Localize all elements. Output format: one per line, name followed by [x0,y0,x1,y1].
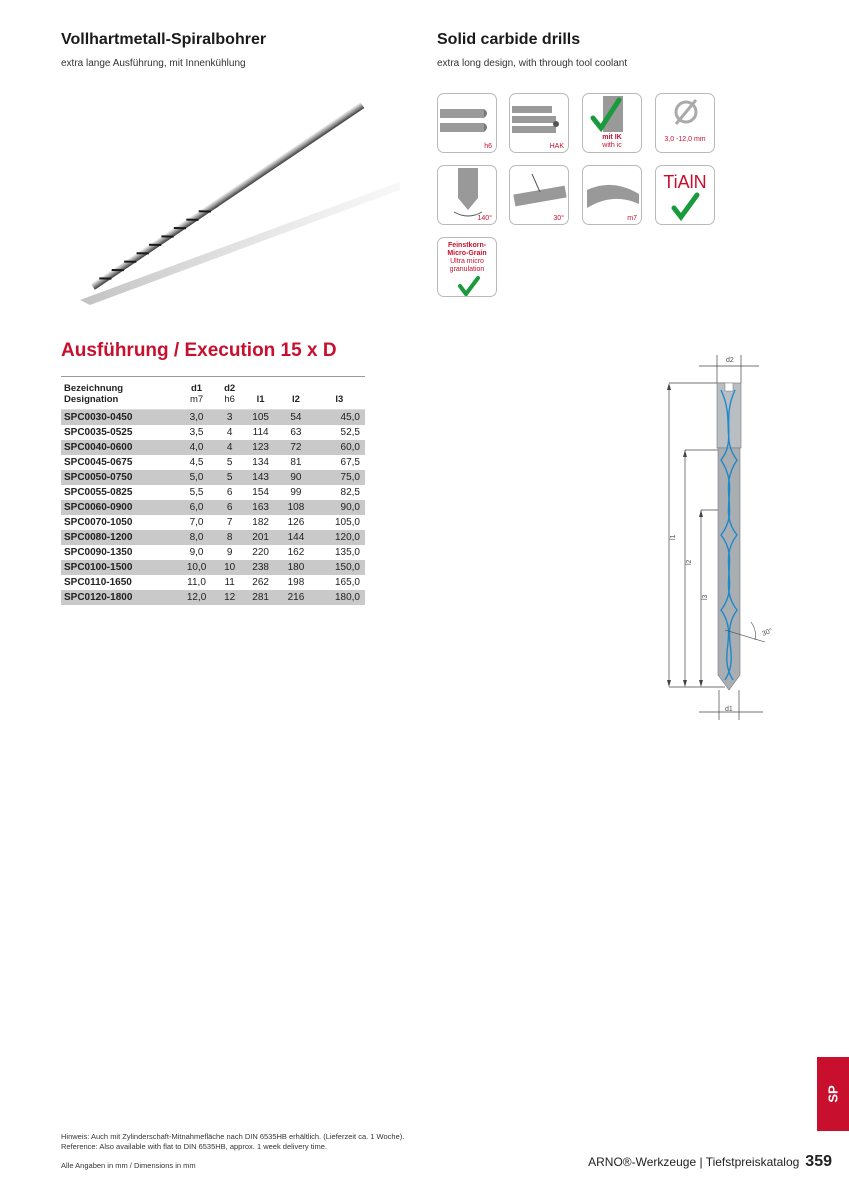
cell-d2: 7 [216,515,243,530]
cell-l1: 105 [243,410,278,426]
point-angle-icon [437,165,497,225]
cell-des: SPC0055-0825 [61,485,177,500]
table-row [61,500,365,515]
table-row [61,440,365,455]
drawing-l1-label: l1 [670,534,677,540]
l1-header: l1 [243,377,278,410]
drill-technical-drawing [655,350,775,720]
cell-des: SPC0100-1500 [61,560,177,575]
page-number: 359 [805,1153,832,1170]
cell-l2: 108 [278,500,313,515]
subtitle-german: extra lange Ausführung, mit Innenkühlung [61,58,246,69]
cell-d1: 3,5 [177,425,217,440]
coating-icon [655,165,715,225]
note-english: Reference: Also available with flat to DIN 6535HB, approx. 1 week delivery time. [61,1142,327,1151]
cell-l1: 134 [243,455,278,470]
table-header [61,377,365,410]
cell-l2: 54 [278,410,313,426]
cell-l2: 72 [278,440,313,455]
shank-hak-icon [509,93,569,153]
cell-d1: 8,0 [177,530,217,545]
spec-table [61,376,365,605]
cell-l2: 198 [278,575,313,590]
title-english: Solid carbide drills [437,31,581,48]
table-row [61,545,365,560]
drawing-l3-label: l3 [702,594,709,600]
cell-l3: 135,0 [314,545,365,560]
cell-l2: 144 [278,530,313,545]
table-row [61,425,365,440]
cell-d2: 5 [216,470,243,485]
cell-d1: 4,5 [177,455,217,470]
cell-l3: 90,0 [314,500,365,515]
cell-l2: 162 [278,545,313,560]
table-row [61,560,365,575]
title-german: Vollhartmetall-Spiralbohrer [61,31,267,48]
internal-coolant-icon [582,93,642,153]
internal-coolant-label: mit IK with ic [602,134,622,149]
drill-product-image [60,95,400,305]
cell-l2: 126 [278,515,313,530]
drawing-angle-label: 30° [761,627,774,638]
d2-header: d2 h6 [216,377,243,410]
cell-l2: 81 [278,455,313,470]
page-footer [588,1153,832,1171]
table-row [61,530,365,545]
table-row [61,470,365,485]
cell-l1: 182 [243,515,278,530]
cell-d2: 9 [216,545,243,560]
cell-l3: 82,5 [314,485,365,500]
cell-des: SPC0060-0900 [61,500,177,515]
cell-d1: 10,0 [177,560,217,575]
cell-d1: 5,5 [177,485,217,500]
cell-l1: 114 [243,425,278,440]
cell-l1: 143 [243,470,278,485]
cell-d1: 11,0 [177,575,217,590]
cell-l2: 216 [278,590,313,605]
table-row [61,515,365,530]
cell-d2: 12 [216,590,243,605]
table-row [61,410,365,426]
cell-des: SPC0070-1050 [61,515,177,530]
cell-l2: 99 [278,485,313,500]
cell-des: SPC0040-0600 [61,440,177,455]
micro-grain-icon [437,237,497,297]
cell-des: SPC0080-1200 [61,530,177,545]
cell-des: SPC0045-0675 [61,455,177,470]
note-german: Hinweis: Auch mit Zylinderschaft-Mitnahmefläche nach DIN 6535HB erhältlich. (Lieferzeit ca. 1 Woche). [61,1132,405,1141]
cell-l1: 262 [243,575,278,590]
designation-header: Bezeichnung Designation [61,377,177,410]
cell-d2: 8 [216,530,243,545]
drawing-d2-label: d2 [726,357,734,364]
cell-l3: 150,0 [314,560,365,575]
cell-l3: 67,5 [314,455,365,470]
tolerance-m7-label: m7 [627,215,637,222]
table-row [61,485,365,500]
cell-l1: 220 [243,545,278,560]
section-title: Ausführung / Execution 15 x D [61,340,337,361]
helix-angle-icon [509,165,569,225]
cell-l3: 105,0 [314,515,365,530]
cell-l3: 120,0 [314,530,365,545]
cell-des: SPC0110-1650 [61,575,177,590]
d1-header: d1 m7 [177,377,217,410]
cell-d1: 9,0 [177,545,217,560]
footer-brand: ARNO®-Werkzeuge | Tiefstpreiskatalog [588,1155,800,1169]
cell-d1: 6,0 [177,500,217,515]
cell-l2: 90 [278,470,313,485]
cell-l1: 154 [243,485,278,500]
cell-d1: 3,0 [177,410,217,426]
cell-d1: 4,0 [177,440,217,455]
cell-l3: 180,0 [314,590,365,605]
cell-d2: 5 [216,455,243,470]
drawing-l2-label: l2 [686,559,693,565]
cell-l3: 75,0 [314,470,365,485]
cell-des: SPC0035-0525 [61,425,177,440]
cell-l1: 123 [243,440,278,455]
cell-l2: 180 [278,560,313,575]
cell-d2: 3 [216,410,243,426]
subtitle-english: extra long design, with through tool coolant [437,58,628,69]
shank-h6-label: h6 [484,143,492,150]
cell-l2: 63 [278,425,313,440]
l3-header: l3 [314,377,365,410]
cell-d2: 6 [216,485,243,500]
cell-l1: 238 [243,560,278,575]
section-tab-label: SP [825,1085,841,1103]
cell-l3: 165,0 [314,575,365,590]
shank-hak-label: HAK [549,143,564,150]
tolerance-m7-icon [582,165,642,225]
cell-des: SPC0050-0750 [61,470,177,485]
cell-d1: 7,0 [177,515,217,530]
cell-d1: 12,0 [177,590,217,605]
table-row [61,590,365,605]
cell-l1: 201 [243,530,278,545]
shank-h6-icon [437,93,497,153]
cell-d2: 6 [216,500,243,515]
cell-d1: 5,0 [177,470,217,485]
table-row [61,455,365,470]
micro-grain-label: Feinstkorn- Micro-Grain Ultra micro granulation [447,242,487,273]
cell-l1: 281 [243,590,278,605]
cell-l3: 60,0 [314,440,365,455]
l2-header: l2 [278,377,313,410]
cell-des: SPC0030-0450 [61,410,177,426]
point-angle-label: 140° [477,215,492,222]
dimensions-note: Alle Angaben in mm / Dimensions in mm [61,1161,196,1170]
coating-label: TiAlN [663,172,707,192]
cell-des: SPC0090-1350 [61,545,177,560]
helix-angle-label: 30° [553,215,564,222]
cell-l1: 163 [243,500,278,515]
diameter-range-label: 3,0 -12,0 mm [664,136,706,143]
cell-des: SPC0120-1800 [61,590,177,605]
cell-l3: 45,0 [314,410,365,426]
cell-d2: 10 [216,560,243,575]
cell-d2: 11 [216,575,243,590]
cell-d2: 4 [216,425,243,440]
drawing-d1-label: d1 [725,706,733,713]
table-row [61,575,365,590]
section-tab-sp[interactable] [817,1057,849,1131]
diameter-range-icon [655,93,715,153]
cell-d2: 4 [216,440,243,455]
cell-l3: 52,5 [314,425,365,440]
